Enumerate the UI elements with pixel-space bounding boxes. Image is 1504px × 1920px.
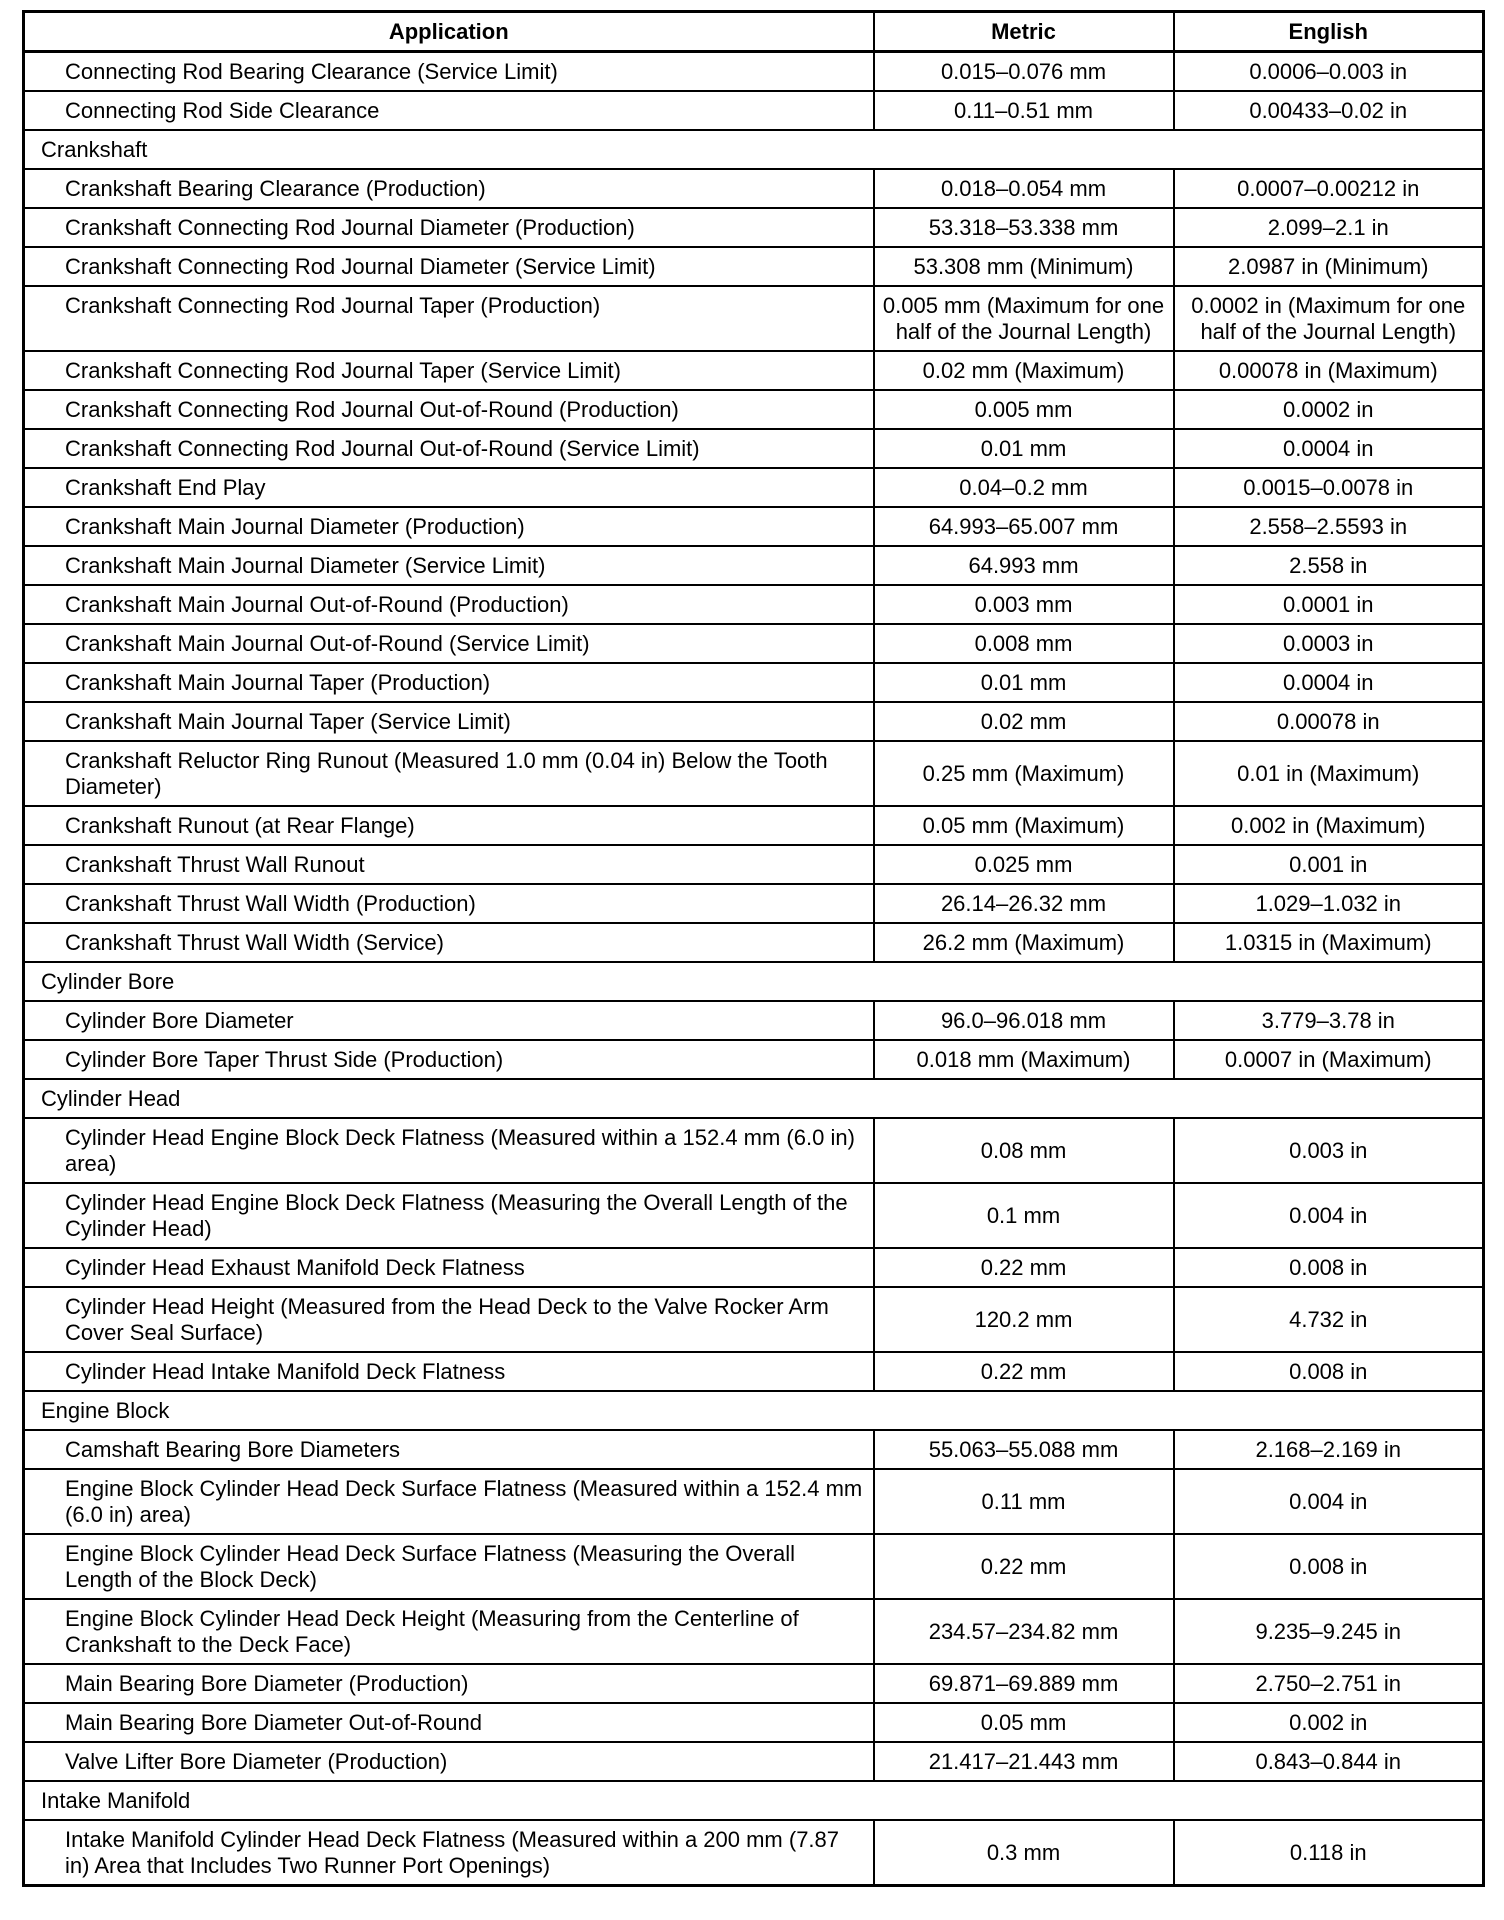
table-row <box>24 507 1484 546</box>
table-row <box>24 1001 1484 1040</box>
table-row <box>24 208 1484 247</box>
application-cell: Cylinder Head Height (Measured from the Head Deck to the Valve Rocker Arm Cover Seal Surface) <box>24 1287 874 1352</box>
table-row <box>24 663 1484 702</box>
metric-cell: 96.0–96.018 mm <box>874 1001 1174 1040</box>
english-cell: 0.0004 in <box>1174 663 1484 702</box>
table-row <box>24 624 1484 663</box>
table-row <box>24 1703 1484 1742</box>
application-cell: Engine Block Cylinder Head Deck Height (Measuring from the Centerline of Crankshaft to the Deck Face) <box>24 1599 874 1664</box>
application-cell: Crankshaft Connecting Rod Journal Out-of-Round (Service Limit) <box>24 429 874 468</box>
english-cell: 0.003 in <box>1174 1118 1484 1183</box>
metric-cell: 0.22 mm <box>874 1352 1174 1391</box>
table-row <box>24 468 1484 507</box>
metric-cell: 64.993 mm <box>874 546 1174 585</box>
english-cell: 3.779–3.78 in <box>1174 1001 1484 1040</box>
english-cell: 2.0987 in (Minimum) <box>1174 247 1484 286</box>
metric-cell: 234.57–234.82 mm <box>874 1599 1174 1664</box>
metric-cell: 0.018–0.054 mm <box>874 169 1174 208</box>
application-cell: Main Bearing Bore Diameter (Production) <box>24 1664 874 1703</box>
english-cell: 2.099–2.1 in <box>1174 208 1484 247</box>
column-header-application: Application <box>24 12 874 52</box>
english-cell: 0.00433–0.02 in <box>1174 91 1484 130</box>
application-cell: Crankshaft Main Journal Taper (Service Limit) <box>24 702 874 741</box>
table-row <box>24 91 1484 130</box>
metric-cell: 0.008 mm <box>874 624 1174 663</box>
metric-cell: 120.2 mm <box>874 1287 1174 1352</box>
english-cell: 0.004 in <box>1174 1183 1484 1248</box>
section-title: Cylinder Head <box>24 1079 1484 1118</box>
application-cell: Crankshaft Thrust Wall Runout <box>24 845 874 884</box>
section-title: Crankshaft <box>24 130 1484 169</box>
english-cell: 0.002 in (Maximum) <box>1174 806 1484 845</box>
metric-cell: 0.005 mm (Maximum for one half of the Journal Length) <box>874 286 1174 351</box>
section-title: Cylinder Bore <box>24 962 1484 1001</box>
specifications-table <box>22 10 1485 1887</box>
table-row <box>24 1599 1484 1664</box>
table-row <box>24 1248 1484 1287</box>
section-row <box>24 1391 1484 1430</box>
metric-cell: 0.015–0.076 mm <box>874 52 1174 92</box>
application-cell: Crankshaft Connecting Rod Journal Out-of-Round (Production) <box>24 390 874 429</box>
metric-cell: 55.063–55.088 mm <box>874 1430 1174 1469</box>
section-row <box>24 1781 1484 1820</box>
application-cell: Engine Block Cylinder Head Deck Surface Flatness (Measuring the Overall Length of the Block Deck) <box>24 1534 874 1599</box>
metric-cell: 26.14–26.32 mm <box>874 884 1174 923</box>
application-cell: Camshaft Bearing Bore Diameters <box>24 1430 874 1469</box>
table-header <box>24 12 1484 52</box>
english-cell: 2.168–2.169 in <box>1174 1430 1484 1469</box>
table-row <box>24 1742 1484 1781</box>
metric-cell: 0.22 mm <box>874 1534 1174 1599</box>
application-cell: Engine Block Cylinder Head Deck Surface Flatness (Measured within a 152.4 mm (6.0 in) area) <box>24 1469 874 1534</box>
metric-cell: 69.871–69.889 mm <box>874 1664 1174 1703</box>
english-cell: 1.029–1.032 in <box>1174 884 1484 923</box>
english-cell: 0.0006–0.003 in <box>1174 52 1484 92</box>
column-header-english: English <box>1174 12 1484 52</box>
table-row <box>24 585 1484 624</box>
english-cell: 1.0315 in (Maximum) <box>1174 923 1484 962</box>
application-cell: Crankshaft Main Journal Out-of-Round (Production) <box>24 585 874 624</box>
english-cell: 0.004 in <box>1174 1469 1484 1534</box>
application-cell: Cylinder Head Intake Manifold Deck Flatness <box>24 1352 874 1391</box>
metric-cell: 0.018 mm (Maximum) <box>874 1040 1174 1079</box>
english-cell: 0.008 in <box>1174 1534 1484 1599</box>
table-row <box>24 1430 1484 1469</box>
table-row <box>24 1118 1484 1183</box>
table-row <box>24 1664 1484 1703</box>
application-cell: Cylinder Head Engine Block Deck Flatness (Measured within a 152.4 mm (6.0 in) area) <box>24 1118 874 1183</box>
table-row <box>24 390 1484 429</box>
metric-cell: 0.025 mm <box>874 845 1174 884</box>
metric-cell: 0.11–0.51 mm <box>874 91 1174 130</box>
english-cell: 0.0002 in <box>1174 390 1484 429</box>
application-cell: Crankshaft End Play <box>24 468 874 507</box>
table-row <box>24 1469 1484 1534</box>
metric-cell: 0.005 mm <box>874 390 1174 429</box>
application-cell: Crankshaft Reluctor Ring Runout (Measured 1.0 mm (0.04 in) Below the Tooth Diameter) <box>24 741 874 806</box>
table-row <box>24 845 1484 884</box>
table-row <box>24 546 1484 585</box>
application-cell: Cylinder Bore Taper Thrust Side (Production) <box>24 1040 874 1079</box>
table-row <box>24 923 1484 962</box>
metric-cell: 21.417–21.443 mm <box>874 1742 1174 1781</box>
table-row <box>24 1183 1484 1248</box>
application-cell: Cylinder Bore Diameter <box>24 1001 874 1040</box>
english-cell: 0.0003 in <box>1174 624 1484 663</box>
application-cell: Crankshaft Connecting Rod Journal Diameter (Service Limit) <box>24 247 874 286</box>
metric-cell: 64.993–65.007 mm <box>874 507 1174 546</box>
application-cell: Connecting Rod Side Clearance <box>24 91 874 130</box>
english-cell: 4.732 in <box>1174 1287 1484 1352</box>
table-row <box>24 286 1484 351</box>
table-row <box>24 884 1484 923</box>
table-row <box>24 351 1484 390</box>
table-row <box>24 52 1484 92</box>
english-cell: 2.558 in <box>1174 546 1484 585</box>
table-row <box>24 741 1484 806</box>
metric-cell: 0.22 mm <box>874 1248 1174 1287</box>
application-cell: Main Bearing Bore Diameter Out-of-Round <box>24 1703 874 1742</box>
table-row <box>24 1040 1484 1079</box>
english-cell: 0.002 in <box>1174 1703 1484 1742</box>
english-cell: 2.750–2.751 in <box>1174 1664 1484 1703</box>
english-cell: 0.0007–0.00212 in <box>1174 169 1484 208</box>
application-cell: Crankshaft Main Journal Taper (Production) <box>24 663 874 702</box>
section-row <box>24 1079 1484 1118</box>
metric-cell: 0.08 mm <box>874 1118 1174 1183</box>
header-row <box>24 12 1484 52</box>
application-cell: Crankshaft Connecting Rod Journal Taper (Service Limit) <box>24 351 874 390</box>
application-cell: Connecting Rod Bearing Clearance (Service Limit) <box>24 52 874 92</box>
metric-cell: 0.01 mm <box>874 429 1174 468</box>
metric-cell: 0.05 mm <box>874 1703 1174 1742</box>
application-cell: Valve Lifter Bore Diameter (Production) <box>24 1742 874 1781</box>
application-cell: Crankshaft Main Journal Out-of-Round (Service Limit) <box>24 624 874 663</box>
section-title: Engine Block <box>24 1391 1484 1430</box>
english-cell: 0.00078 in <box>1174 702 1484 741</box>
english-cell: 0.008 in <box>1174 1352 1484 1391</box>
application-cell: Crankshaft Main Journal Diameter (Service Limit) <box>24 546 874 585</box>
metric-cell: 0.1 mm <box>874 1183 1174 1248</box>
table-row <box>24 1820 1484 1886</box>
metric-cell: 0.003 mm <box>874 585 1174 624</box>
section-title: Intake Manifold <box>24 1781 1484 1820</box>
application-cell: Crankshaft Thrust Wall Width (Production) <box>24 884 874 923</box>
metric-cell: 0.02 mm (Maximum) <box>874 351 1174 390</box>
application-cell: Crankshaft Connecting Rod Journal Diameter (Production) <box>24 208 874 247</box>
english-cell: 2.558–2.5593 in <box>1174 507 1484 546</box>
section-row <box>24 962 1484 1001</box>
table-body <box>24 52 1484 1886</box>
table-row <box>24 806 1484 845</box>
english-cell: 0.0004 in <box>1174 429 1484 468</box>
english-cell: 9.235–9.245 in <box>1174 1599 1484 1664</box>
english-cell: 0.0001 in <box>1174 585 1484 624</box>
section-row <box>24 130 1484 169</box>
table-row <box>24 1534 1484 1599</box>
table-row <box>24 702 1484 741</box>
table-row <box>24 429 1484 468</box>
application-cell: Cylinder Head Engine Block Deck Flatness (Measuring the Overall Length of the Cylinder Head) <box>24 1183 874 1248</box>
metric-cell: 53.308 mm (Minimum) <box>874 247 1174 286</box>
column-header-metric: Metric <box>874 12 1174 52</box>
metric-cell: 0.01 mm <box>874 663 1174 702</box>
table-row <box>24 169 1484 208</box>
metric-cell: 0.3 mm <box>874 1820 1174 1886</box>
english-cell: 0.001 in <box>1174 845 1484 884</box>
english-cell: 0.0015–0.0078 in <box>1174 468 1484 507</box>
metric-cell: 0.02 mm <box>874 702 1174 741</box>
metric-cell: 0.25 mm (Maximum) <box>874 741 1174 806</box>
metric-cell: 0.04–0.2 mm <box>874 468 1174 507</box>
english-cell: 0.0007 in (Maximum) <box>1174 1040 1484 1079</box>
application-cell: Crankshaft Bearing Clearance (Production) <box>24 169 874 208</box>
application-cell: Crankshaft Runout (at Rear Flange) <box>24 806 874 845</box>
application-cell: Intake Manifold Cylinder Head Deck Flatness (Measured within a 200 mm (7.87 in) Area that Includes Two Runner Port Openings) <box>24 1820 874 1886</box>
english-cell: 0.008 in <box>1174 1248 1484 1287</box>
english-cell: 0.0002 in (Maximum for one half of the Journal Length) <box>1174 286 1484 351</box>
english-cell: 0.01 in (Maximum) <box>1174 741 1484 806</box>
table-row <box>24 1287 1484 1352</box>
metric-cell: 0.05 mm (Maximum) <box>874 806 1174 845</box>
application-cell: Crankshaft Thrust Wall Width (Service) <box>24 923 874 962</box>
metric-cell: 26.2 mm (Maximum) <box>874 923 1174 962</box>
metric-cell: 53.318–53.338 mm <box>874 208 1174 247</box>
application-cell: Cylinder Head Exhaust Manifold Deck Flatness <box>24 1248 874 1287</box>
english-cell: 0.00078 in (Maximum) <box>1174 351 1484 390</box>
application-cell: Crankshaft Connecting Rod Journal Taper (Production) <box>24 286 874 351</box>
metric-cell: 0.11 mm <box>874 1469 1174 1534</box>
english-cell: 0.843–0.844 in <box>1174 1742 1484 1781</box>
english-cell: 0.118 in <box>1174 1820 1484 1886</box>
table-row <box>24 247 1484 286</box>
table-row <box>24 1352 1484 1391</box>
application-cell: Crankshaft Main Journal Diameter (Production) <box>24 507 874 546</box>
